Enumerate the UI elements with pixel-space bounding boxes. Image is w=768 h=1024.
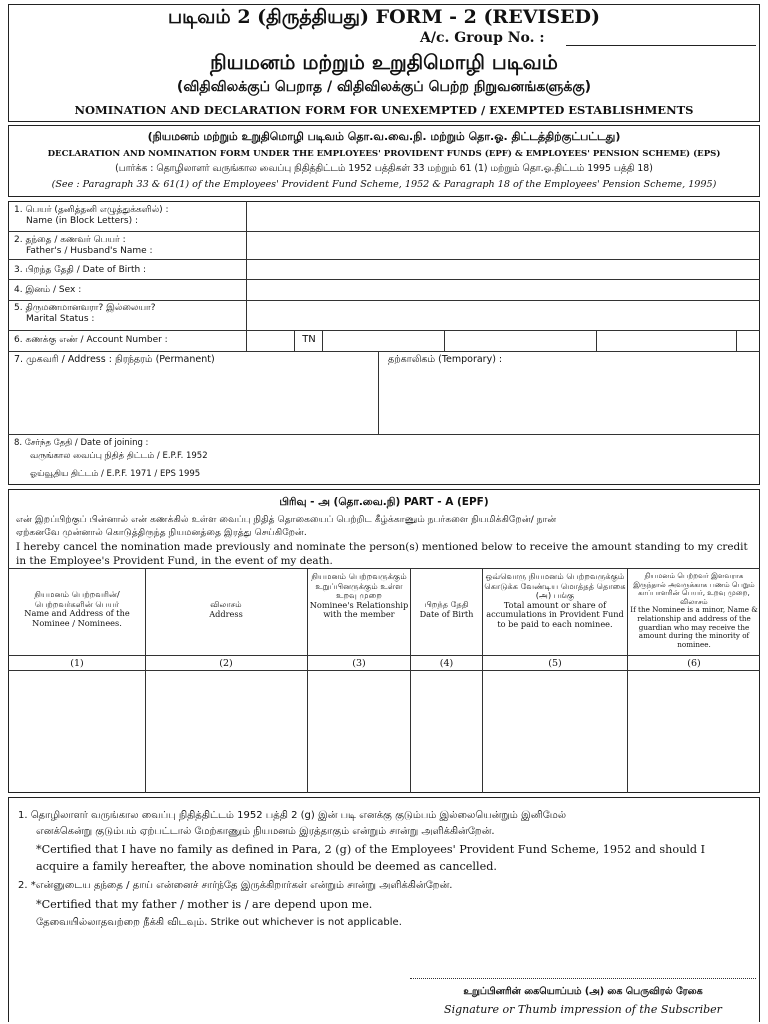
account-number-input[interactable] [324, 332, 758, 350]
scheme-tamil-reference: (பார்க்க : தொழிலாளர் வருங்கால வைப்பு நிதித்திட்டம் 1952 பத்திகள் 33 மற்றும் 61 (1) மற்றும் தொ.ஓ.திட்டம் 1995 பத்தி 18) [115, 163, 653, 174]
column-header-address: விலாசம் Address [209, 599, 243, 619]
signature-line[interactable] [410, 978, 756, 979]
tamil-subtitle: (விதிவிலக்குப் பெறாத / விதிவிலக்குப் பெற்ற நிறுவனங்களுக்கு) [176, 79, 592, 95]
name-label: 1. பெயர் (தனித்தனி எழுத்துக்களில்) : Name (in Block Letters) : [14, 205, 169, 226]
joining-epf-label: வருங்கால வைப்பு நிதித் திட்டம் / E.P.F. 1952 [30, 451, 208, 461]
nominee-address-cell[interactable] [147, 672, 305, 792]
joining-date-label: 8. சேர்ந்த தேதி / Date of joining : [14, 438, 149, 448]
column-header-guardian: நியமனம் பெற்றவர் இளவராக இருந்தால் அவருக்காக பணம் பெறும் காப்பாளரின் பெயர், உறவு முறை, விலாசம் If the Nominee is a minor, Name & relationship and address of the guardian who may receive the amount during the minority of nominee. [630, 571, 758, 649]
declaration-1-english-line-2: acquire a family hereafter, the above nomination should be deemed as cancelled. [36, 860, 497, 873]
account-prefix: TN [302, 334, 316, 345]
permanent-address-label: 7. முகவரி / Address : நிரந்தரம் (Permanent) [14, 354, 215, 365]
account-number-label: 6. கணக்கு எண் / Account Number : [14, 335, 168, 345]
nominee-name-cell[interactable] [10, 672, 144, 792]
father-husband-label: 2. தந்தை / கணவர் பெயர் : Father's / Husband's Name : [14, 235, 153, 256]
sex-label: 4. இனம் / Sex : [14, 285, 82, 295]
group-number-field[interactable] [566, 45, 756, 46]
form-title: படிவம் 2 (திருத்தியது) FORM - 2 (REVISED) [167, 6, 601, 28]
marital-status-label: 5. திருமணமானவரா? இல்லையா? Marital Status : [14, 303, 156, 324]
part-a-english-text-1: I hereby cancel the nomination made previously and nominate the person(s) mentioned below to receive the amount standing to my credit [16, 541, 748, 553]
column-number: (3) [352, 658, 366, 669]
signature-english-label: Signature or Thumb impression of the Subscriber [444, 1003, 722, 1016]
declaration-2-tamil: 2. *என்னுடைய தந்தை / தாய் என்னைச் சார்ந்தே இருக்கிறார்கள் என்றும் சான்று அளிக்கின்றேன். [18, 880, 453, 891]
part-a-english-text-2: in the Employee's Provident Fund, in the event of my death. [16, 555, 333, 567]
column-number: (6) [687, 658, 701, 669]
part-a-title: பிரிவு - அ (தொ.வை.நி) PART - A (EPF) [279, 496, 489, 508]
declaration-1-tamil-line-2: எனக்கென்று குடும்பம் ஏற்பட்டால் மேற்காணும் நியமனம் இரத்தாகும் என்றும் சான்று அளிக்கின்றேன். [36, 826, 495, 837]
marital-status-input[interactable] [248, 302, 758, 329]
scheme-english-reference: (See : Paragraph 33 & 61(1) of the Employees' Provident Fund Scheme, 1952 & Paragraph 18 of the Employees' Pension Scheme, 1995) [51, 179, 717, 190]
column-header-relationship: நியமனம் பெற்றவருக்கும் உறுப்பினருக்கும் உள்ள உறவு முறை Nominee's Relationship with the member [309, 571, 409, 619]
nominee-guardian-cell[interactable] [629, 672, 759, 792]
strike-out-note: தேவையில்லாதவற்றை நீக்கி விடவும். Strike out whichever is not applicable. [36, 917, 402, 928]
english-title: NOMINATION AND DECLARATION FORM FOR UNEXEMPTED / EXEMPTED ESTABLISHMENTS [74, 103, 694, 117]
column-number: (5) [548, 658, 562, 669]
group-number-label: A/c. Group No. : [420, 30, 545, 46]
dob-label: 3. பிறந்த தேதி / Date of Birth : [14, 265, 147, 275]
part-a-tamil-text-2: ஏற்கனவே முன்னால் கொடுத்திருந்த நியமனத்தை இரத்து செய்கிறேன். [16, 527, 307, 538]
declaration-2-english: *Certified that my father / mother is / are depend upon me. [36, 898, 373, 911]
scheme-english-line: DECLARATION AND NOMINATION FORM UNDER THE EMPLOYEES' PROVIDENT FUNDS (EPF) & EMPLOYEES' PENSION SCHEME) (EPS) [47, 149, 721, 159]
declaration-1-english-line-1: *Certified that I have no family as defined in Para, 2 (g) of the Employees' Provident Fund Scheme, 1952 and should I [36, 843, 706, 856]
name-input[interactable] [248, 203, 758, 230]
column-number: (2) [219, 658, 233, 669]
dob-input[interactable] [248, 261, 758, 278]
part-a-tamil-text-1: என் இறப்பிற்குப் பின்னால் என் கணக்கில் உள்ள வைப்பு நிதித் தொகையைப் பெற்றிட கீழ்க்காணும் நபர்களை நியமிக்கிறேன்/ நான் [16, 514, 557, 525]
temporary-address-input[interactable] [380, 368, 758, 432]
column-header-nominee-name: நியமனம் பெற்றவரின்/ பெற்றவர்களின் பெயர் Name and Address of the Nominee / Nominees. [24, 589, 130, 628]
column-header-date-of-birth: பிறந்த தேதி Date of Birth [419, 599, 474, 619]
column-number: (4) [439, 658, 454, 669]
father-husband-input[interactable] [248, 233, 758, 258]
nominee-dob-cell[interactable] [412, 672, 481, 792]
nominee-share-cell[interactable] [484, 672, 626, 792]
signature-tamil-label: உறுப்பினரின் கையொப்பம் (அ) கை பெருவிரல் ரேகை [463, 986, 703, 997]
declaration-1-tamil-line-1: 1. தொழிலாளர் வருங்கால வைப்பு நிதித்திட்டம் 1952 பத்தி 2 (g) இன் படி எனக்கு குடும்பம் இல்லையென்றும் இனிமேல் [18, 810, 567, 821]
scheme-tamil-line: (நியமனம் மற்றும் உறுதிமொழி படிவம் தொ.வ.வை.நி. மற்றும் தொ.ஓ. திட்டத்திற்குட்பட்டது) [147, 130, 621, 143]
permanent-address-input[interactable] [10, 368, 376, 432]
sex-input[interactable] [248, 281, 758, 299]
nominee-relationship-cell[interactable] [309, 672, 409, 792]
temporary-address-label: தற்காலிகம் (Temporary) : [388, 354, 503, 365]
column-header-share-amount: ஒவ்வொரு நியமனம் பெற்றவருக்கும் கொடுக்க வேண்டிய மொத்தத் தொகை (அ) பங்கு Total amount or share of accumulations in Provident Fund to be paid to each nominee. [484, 571, 626, 629]
column-number: (1) [70, 658, 84, 669]
joining-eps-label: ஓய்வூதிய திட்டம் / E.P.F. 1971 / EPS 1995 [30, 469, 201, 479]
tamil-title: நியமனம் மற்றும் உறுதிமொழி படிவம் [210, 50, 558, 74]
